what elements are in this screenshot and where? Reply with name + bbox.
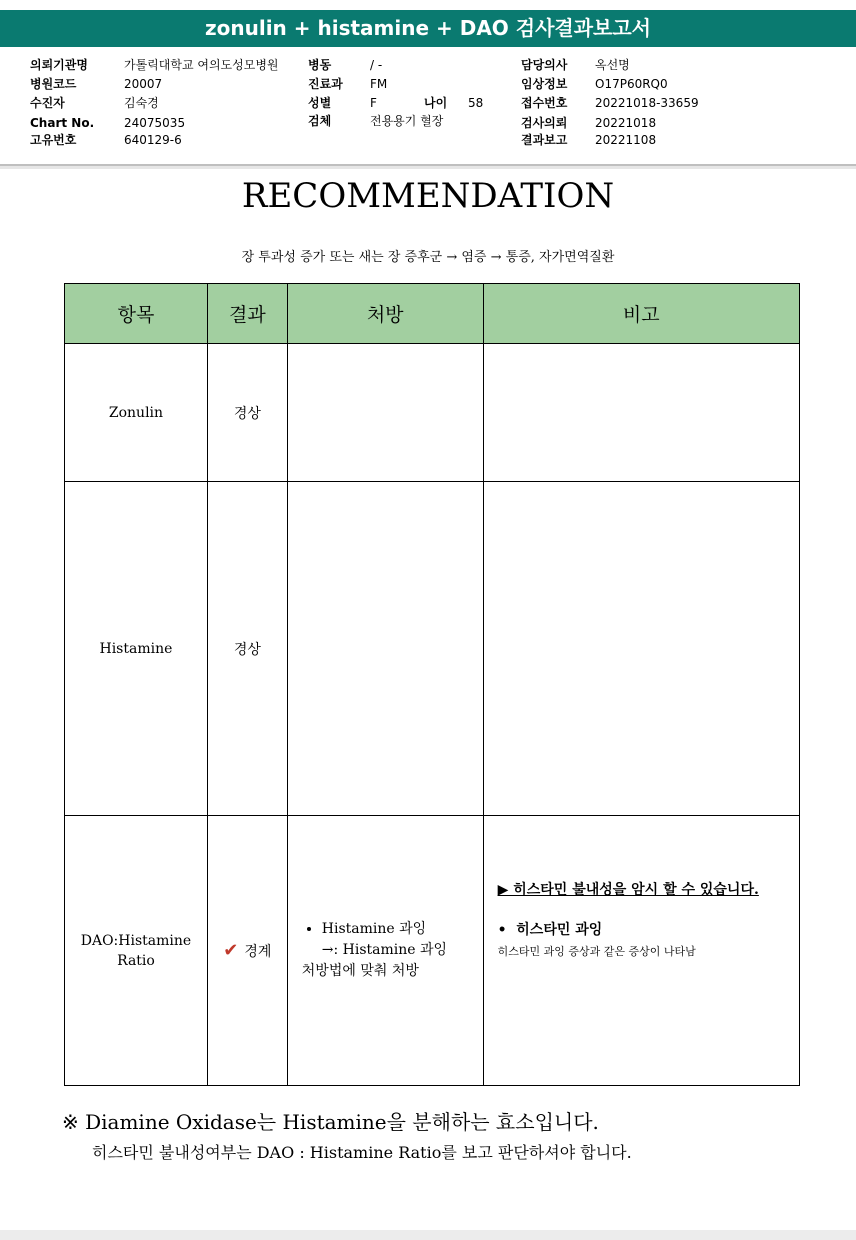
row-result-zonulin: 경상 — [207, 344, 287, 482]
report-title: zonulin + histamine + DAO 검사결과보고서 — [0, 10, 856, 47]
page-heading: RECOMMENDATION — [241, 176, 615, 216]
row-prescription-histamine — [287, 482, 483, 816]
patient-value: 김숙경 — [124, 96, 159, 110]
chart-value: 24075035 — [124, 116, 186, 130]
receipt-label: 접수번호 — [521, 96, 568, 110]
request-label: 검사의뢰 — [521, 116, 568, 130]
row-item-zonulin: Zonulin — [65, 344, 208, 482]
ward-label: 병동 — [308, 58, 332, 72]
column-header-item: 항목 — [65, 284, 208, 344]
dao-result-text: 경계 — [244, 944, 272, 960]
note-description: 히스타민 과잉 증상과 같은 증상이 나타남 — [497, 944, 696, 958]
prescription-line3: 처방법에 맞춰 처방 — [301, 963, 419, 979]
row-item-dao-ratio — [65, 816, 208, 1086]
id-value: 640129-6 — [124, 133, 182, 147]
column-header-prescription: 처방 — [287, 284, 483, 344]
specimen-value: 전용용기 혈장 — [370, 114, 444, 128]
clinical-label: 임상정보 — [521, 77, 568, 91]
row-result-histamine: 경상 — [207, 482, 287, 816]
hospital-code-value: 20007 — [124, 77, 163, 91]
result-date-label: 결과보고 — [521, 133, 568, 147]
chart-label: Chart No. — [30, 116, 95, 130]
recommendation-table — [64, 283, 800, 1086]
dept-value: FM — [370, 77, 388, 91]
header-divider-shadow — [0, 166, 856, 169]
dao-item-line2: Ratio — [117, 952, 155, 969]
specimen-label: 검체 — [308, 114, 332, 128]
dept-label: 진료과 — [308, 77, 343, 91]
age-label: 나이 — [424, 96, 448, 110]
column-header-result: 결과 — [207, 284, 287, 344]
age-value: 58 — [468, 96, 484, 110]
page-subtitle: 장 투과성 증가 또는 새는 장 증후군 → 염증 → 통증, 자가면역질환 — [241, 250, 615, 265]
row-note-zonulin — [483, 344, 799, 482]
bottom-strip — [0, 1230, 856, 1240]
check-mark-icon: ✔ — [223, 940, 239, 961]
row-note-dao-ratio — [483, 816, 799, 1086]
row-note-histamine — [483, 482, 799, 816]
sex-label: 성별 — [308, 96, 332, 110]
result-date-value: 20221108 — [595, 133, 657, 147]
footer-note-main: ※ Diamine Oxidase는 Histamine을 분해하는 효소입니다. — [62, 1110, 599, 1134]
prescription-line2: →: Histamine 과잉 — [321, 942, 448, 958]
column-header-note: 비고 — [483, 284, 799, 344]
prescription-bullet — [301, 919, 483, 982]
patient-info-header — [0, 47, 856, 167]
requester-value: 가톨릭대학교 여의도성모병원 — [124, 58, 279, 72]
hospital-code-label: 병원코드 — [30, 77, 77, 91]
row-item-histamine: Histamine — [65, 482, 208, 816]
note-bullet-heading: • 히스타민 과잉 — [497, 921, 603, 938]
prescription-line1: Histamine 과잉 — [321, 921, 427, 937]
table-row — [65, 816, 800, 1086]
table-row — [65, 344, 800, 482]
request-value: 20221018 — [595, 116, 657, 130]
doctor-value: 옥선명 — [595, 58, 630, 72]
footer-note-sub: 히스타민 불내성여부는 DAO : Histamine Ratio를 보고 판단하셔야 합니다. — [92, 1143, 632, 1162]
note-bullet-text: 히스타민 과잉 — [516, 921, 603, 938]
dao-item-line1: DAO:Histamine — [80, 932, 192, 949]
requester-label: 의뢰기관명 — [30, 58, 88, 72]
table-row — [65, 482, 800, 816]
patient-label: 수진자 — [30, 96, 65, 110]
ward-value: / - — [370, 58, 383, 72]
sex-value: F — [370, 96, 377, 110]
table-header-row — [65, 284, 800, 344]
clinical-value: O17P60RQ0 — [595, 77, 668, 91]
note-warning-line: ▶ 히스타민 불내성을 암시 할 수 있습니다. — [497, 881, 759, 898]
doctor-label: 담당의사 — [521, 58, 568, 72]
row-result-dao-ratio — [207, 816, 287, 1086]
row-prescription-dao-ratio — [287, 816, 483, 1086]
row-prescription-zonulin — [287, 344, 483, 482]
receipt-value: 20221018-33659 — [595, 96, 699, 110]
id-label: 고유번호 — [30, 133, 77, 147]
